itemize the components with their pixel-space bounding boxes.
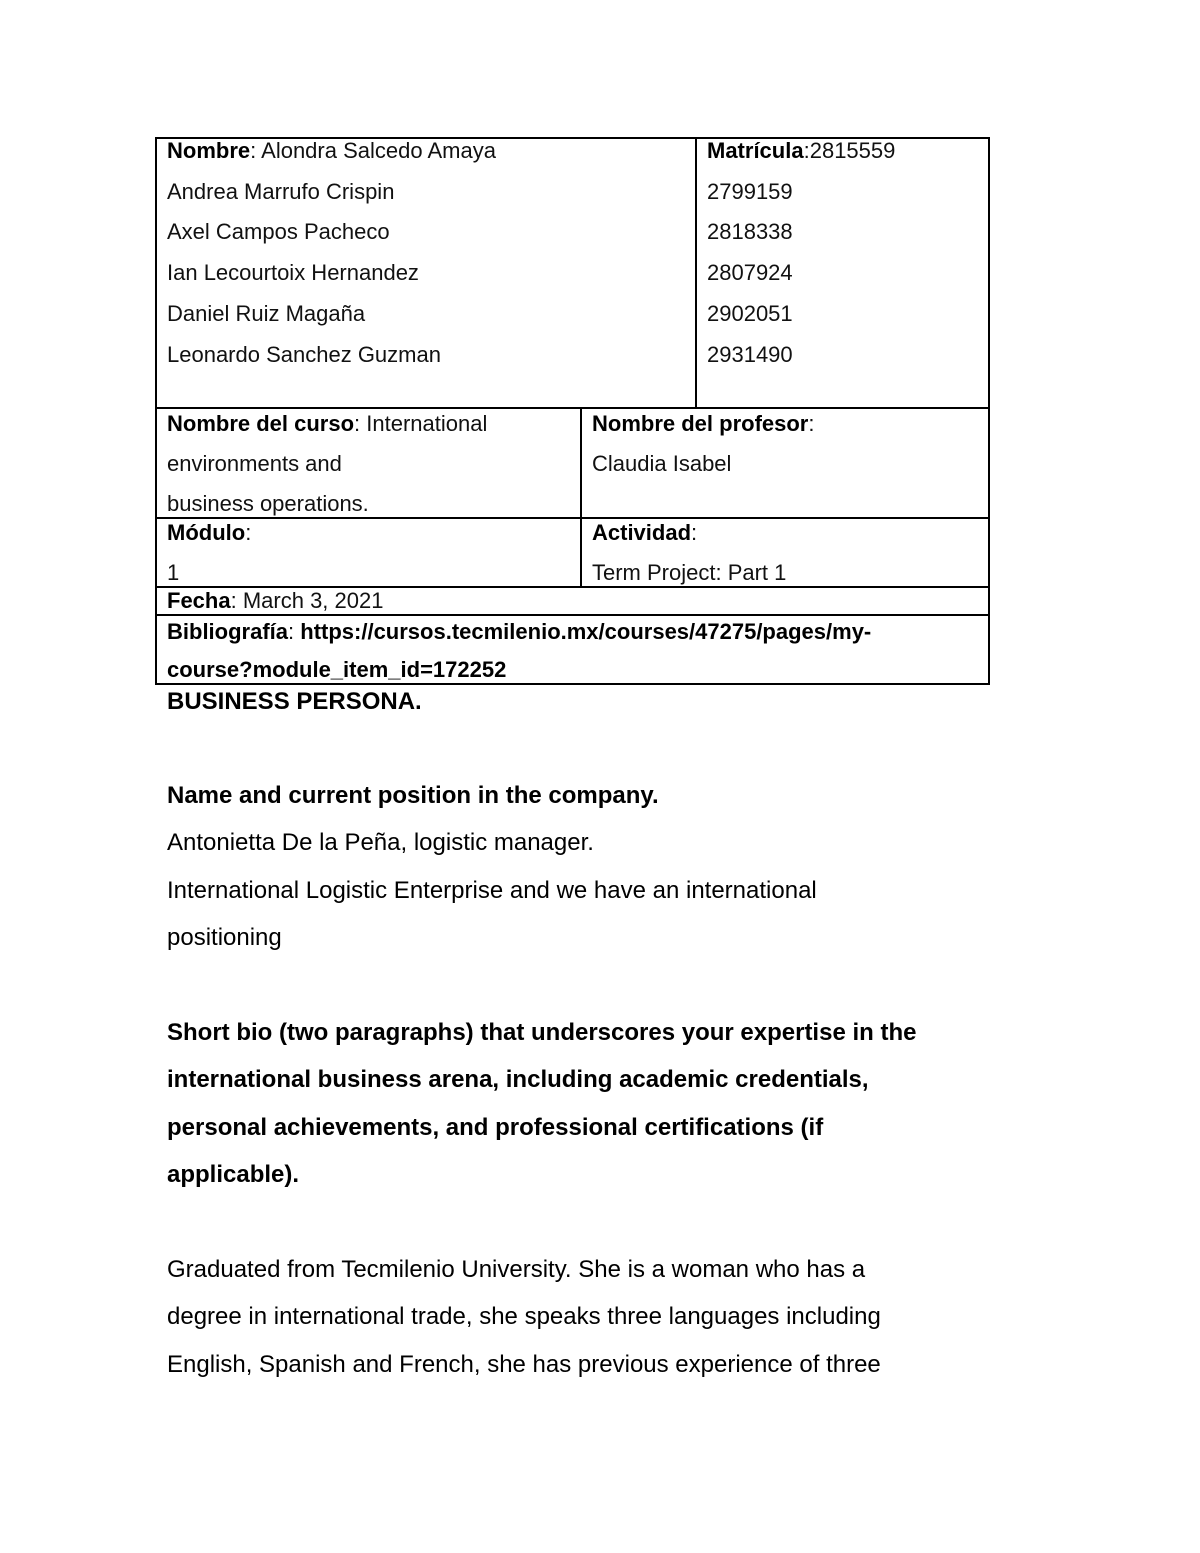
course-cell: Nombre del curso: International environments and business operations. — [167, 404, 487, 524]
section-name-position — [167, 772, 817, 961]
student-id: 2818338 — [707, 219, 793, 245]
section-heading: applicable). — [167, 1160, 300, 1188]
document-title: BUSINESS PERSONA. — [167, 688, 422, 715]
student-id: 2902051 — [707, 300, 793, 326]
section-heading: Name and current position in the company. — [167, 782, 659, 809]
fecha-value: March 3, 2021 — [236, 588, 384, 613]
matricula-first: 2815559 — [809, 138, 896, 163]
section-short-bio-heading — [167, 1009, 916, 1198]
actividad-value: Term Project: Part 1 — [592, 560, 787, 585]
paragraph-line: International Logistic Enterprise and we have an international — [167, 876, 817, 904]
paragraph-line: Antonietta De la Peña, logistic manager. — [167, 829, 594, 857]
section-heading: Short bio (two paragraphs) that underscores your expertise in the — [167, 1019, 917, 1046]
paragraph-line: positioning — [167, 923, 282, 951]
actividad-label: Actividad — [592, 520, 692, 545]
student-name: Ian Lecourtoix Hernandez — [167, 260, 419, 286]
student-name: Leonardo Sanchez Guzman — [167, 341, 441, 367]
bibliografia-link[interactable]: course?module_item_id=172252 — [167, 657, 507, 682]
matricula-cell: Matrícula:2815559 2799159 2818338 2807924 2902051 2931490 — [707, 131, 895, 375]
student-id: 2931490 — [707, 341, 793, 367]
curso-line: International — [360, 411, 488, 436]
names-cell: Nombre: Alondra Salcedo Amaya Andrea Marrufo Crispin Axel Campos Pacheco Ian Lecourtoix Hernandez Daniel Ruiz Magaña Leonardo Sanchez Guzman — [167, 131, 496, 375]
student-id: 2799159 — [707, 178, 793, 204]
paragraph-line: English, Spanish and French, she has previous experience of three — [167, 1350, 881, 1378]
bio-paragraph — [167, 1246, 881, 1388]
date-cell: Fecha: March 3, 2021 — [167, 588, 384, 613]
nombre-label: Nombre — [167, 138, 251, 163]
fecha-label: Fecha — [167, 588, 231, 613]
student-name: Axel Campos Pacheco — [167, 219, 390, 245]
matricula-label: Matrícula — [707, 138, 804, 163]
paragraph-line: Graduated from Tecmilenio University. She is a woman who has a — [167, 1256, 866, 1283]
nombre-first: Alondra Salcedo Amaya — [261, 138, 496, 163]
bibliography-cell: Bibliografía: https://cursos.tecmilenio.mx/courses/47275/pages/my- course?module_item_id=172252 — [167, 619, 872, 682]
bibliografia-link[interactable]: https://cursos.tecmilenio.mx/courses/47275/pages/my- — [294, 619, 872, 644]
bibliografia-label: Bibliografía — [167, 619, 289, 644]
modulo-label: Módulo — [167, 520, 246, 545]
section-heading: international business arena, including academic credentials, — [167, 1066, 869, 1094]
table-divider — [580, 407, 582, 588]
curso-line: environments and — [167, 451, 342, 476]
modulo-value: 1 — [167, 560, 180, 585]
profesor-value: Claudia Isabel — [592, 451, 732, 476]
paragraph-line: degree in international trade, she speaks three languages including — [167, 1303, 881, 1331]
table-divider — [695, 137, 697, 409]
student-id: 2807924 — [707, 260, 793, 286]
module-cell: Módulo: 1 — [167, 513, 251, 593]
student-name: Andrea Marrufo Crispin — [167, 178, 395, 204]
curso-line: business operations. — [167, 491, 369, 516]
activity-cell: Actividad: Term Project: Part 1 — [592, 513, 786, 593]
professor-cell: Nombre del profesor: Claudia Isabel — [592, 404, 815, 484]
profesor-label: Nombre del profesor — [592, 411, 809, 436]
section-heading: personal achievements, and professional certifications (if — [167, 1113, 824, 1141]
curso-label: Nombre del curso — [167, 411, 355, 436]
student-name: Daniel Ruiz Magaña — [167, 300, 366, 326]
